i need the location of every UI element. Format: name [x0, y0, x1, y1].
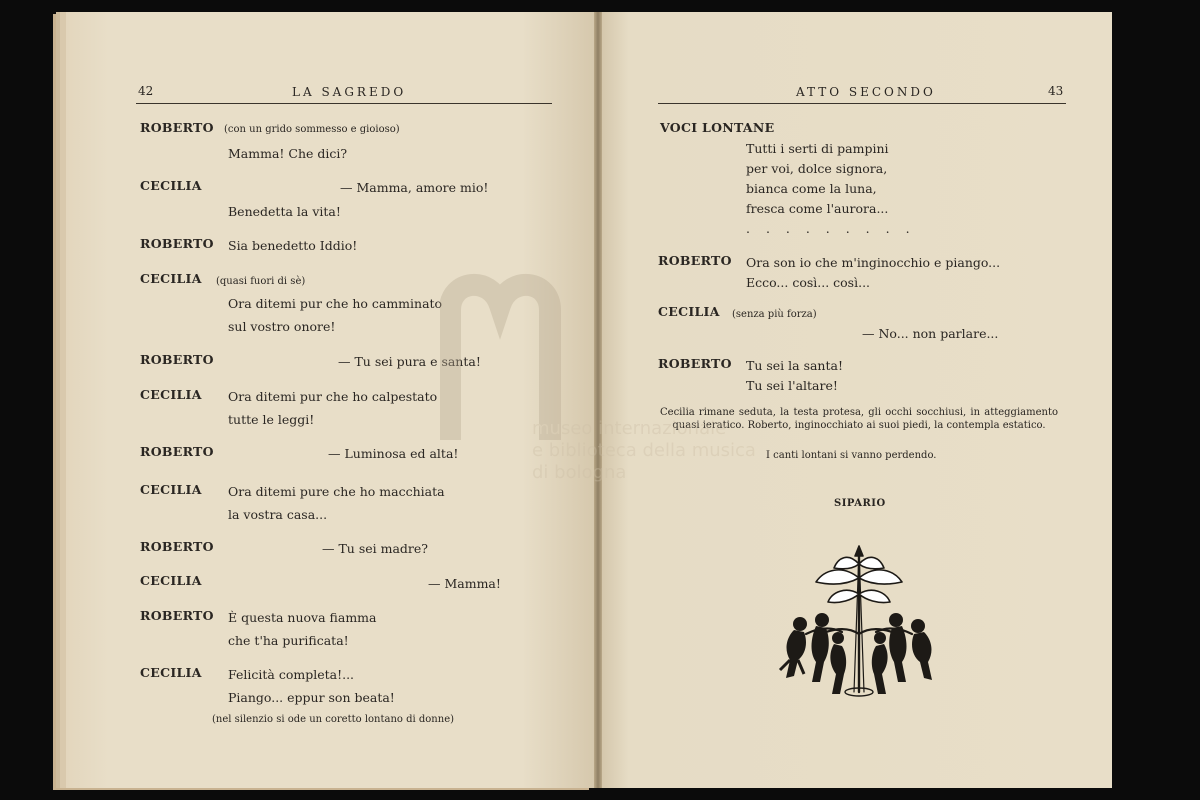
dialogue-line: che t'ha purificata!	[228, 633, 349, 648]
watermark-logo-icon	[440, 270, 570, 440]
curtain-label: SIPARIO	[834, 498, 886, 509]
speaker-label: ROBERTO	[140, 539, 214, 554]
dialogue-line: Tu sei l'altare!	[746, 378, 838, 393]
dialogue-line: Ora ditemi pure che ho macchiata	[228, 484, 445, 499]
dialogue-line: — Tu sei madre?	[322, 541, 428, 556]
page-number-left: 42	[138, 84, 154, 98]
speaker-label: CECILIA	[140, 178, 202, 193]
watermark-text: di bologna	[532, 462, 627, 483]
speaker-label: ROBERTO	[658, 253, 732, 268]
dialogue-line: Mamma! Che dici?	[228, 146, 348, 161]
verse-line: per voi, dolce signora,	[746, 161, 888, 176]
dialogue-line: Sia benedetto Iddio!	[228, 238, 358, 253]
dialogue-line: sul vostro onore!	[228, 319, 336, 334]
vignette-illustration	[776, 542, 942, 704]
dialogue-line: È questa nuova fiamma	[228, 610, 377, 625]
speaker-label: CECILIA	[140, 271, 202, 286]
running-head-left: LA SAGREDO	[292, 85, 407, 99]
dialogue-line: — No... non parlare...	[862, 326, 999, 341]
speaker-label: CECILIA	[658, 304, 720, 319]
verse-line: fresca come l'aurora...	[746, 201, 889, 216]
speaker-label: CECILIA	[140, 387, 202, 402]
dialogue-line: Ora ditemi pur che ho camminato	[228, 296, 443, 311]
watermark-text: museo internazionale	[532, 418, 727, 439]
dialogue-line: tutte le leggi!	[228, 412, 315, 427]
dialogue-line: Ora ditemi pur che ho calpestato	[228, 389, 438, 404]
dialogue-line: — Mamma!	[428, 576, 501, 591]
speaker-label: CECILIA	[140, 665, 202, 680]
stage-direction: I canti lontani si vanno perdendo.	[766, 450, 937, 461]
speaker-label: ROBERTO	[140, 120, 214, 135]
verse-line: bianca come la luna,	[746, 181, 877, 196]
stage-direction-block: Cecilia rimane seduta, la testa protesa, gli occhi socchiusi, in atteggiamento quasi ieratico. Roberto, inginocchiato ai suoi piedi, la contempla estatico.	[660, 407, 1058, 431]
dialogue-line: — Luminosa ed alta!	[328, 446, 459, 461]
dialogue-line: — Tu sei pura e santa!	[338, 354, 481, 369]
dialogue-line: Ora son io che m'inginocchio e piango...	[746, 255, 1001, 270]
dialogue-line: la vostra casa...	[228, 507, 328, 522]
speaker-label: CECILIA	[140, 482, 202, 497]
header-rule-right	[658, 103, 1066, 104]
header-rule-left	[136, 103, 552, 104]
stage-direction: (senza più forza)	[732, 309, 817, 320]
dialogue-line: — Mamma, amore mio!	[340, 180, 489, 195]
speaker-label: ROBERTO	[658, 356, 732, 371]
stage-direction: (quasi fuori di sè)	[216, 276, 306, 287]
speaker-label: ROBERTO	[140, 608, 214, 623]
speaker-label: ROBERTO	[140, 352, 214, 367]
dialogue-line: Tu sei la santa!	[746, 358, 843, 373]
ellipsis-row: . . . . . . . . .	[746, 221, 916, 236]
museum-watermark	[440, 310, 760, 510]
watermark-text: e biblioteca della musica	[532, 440, 756, 461]
speaker-label: VOCI LONTANE	[660, 120, 775, 135]
speaker-label: ROBERTO	[140, 444, 214, 459]
speaker-label: ROBERTO	[140, 236, 214, 251]
verse-line: Tutti i serti di pampini	[746, 141, 889, 156]
speaker-label: CECILIA	[140, 573, 202, 588]
page-number-right: 43	[1048, 84, 1064, 98]
stage-direction: (nel silenzio si ode un coretto lontano di donne)	[212, 714, 455, 725]
dialogue-line: Felicità completa!...	[228, 667, 355, 682]
stage-direction: (con un grido sommesso e gioioso)	[224, 124, 400, 135]
running-head-right: ATTO SECONDO	[796, 85, 936, 99]
dialogue-line: Benedetta la vita!	[228, 204, 341, 219]
dialogue-line: Ecco... così... così...	[746, 275, 871, 290]
dialogue-line: Piango... eppur son beata!	[228, 690, 395, 705]
